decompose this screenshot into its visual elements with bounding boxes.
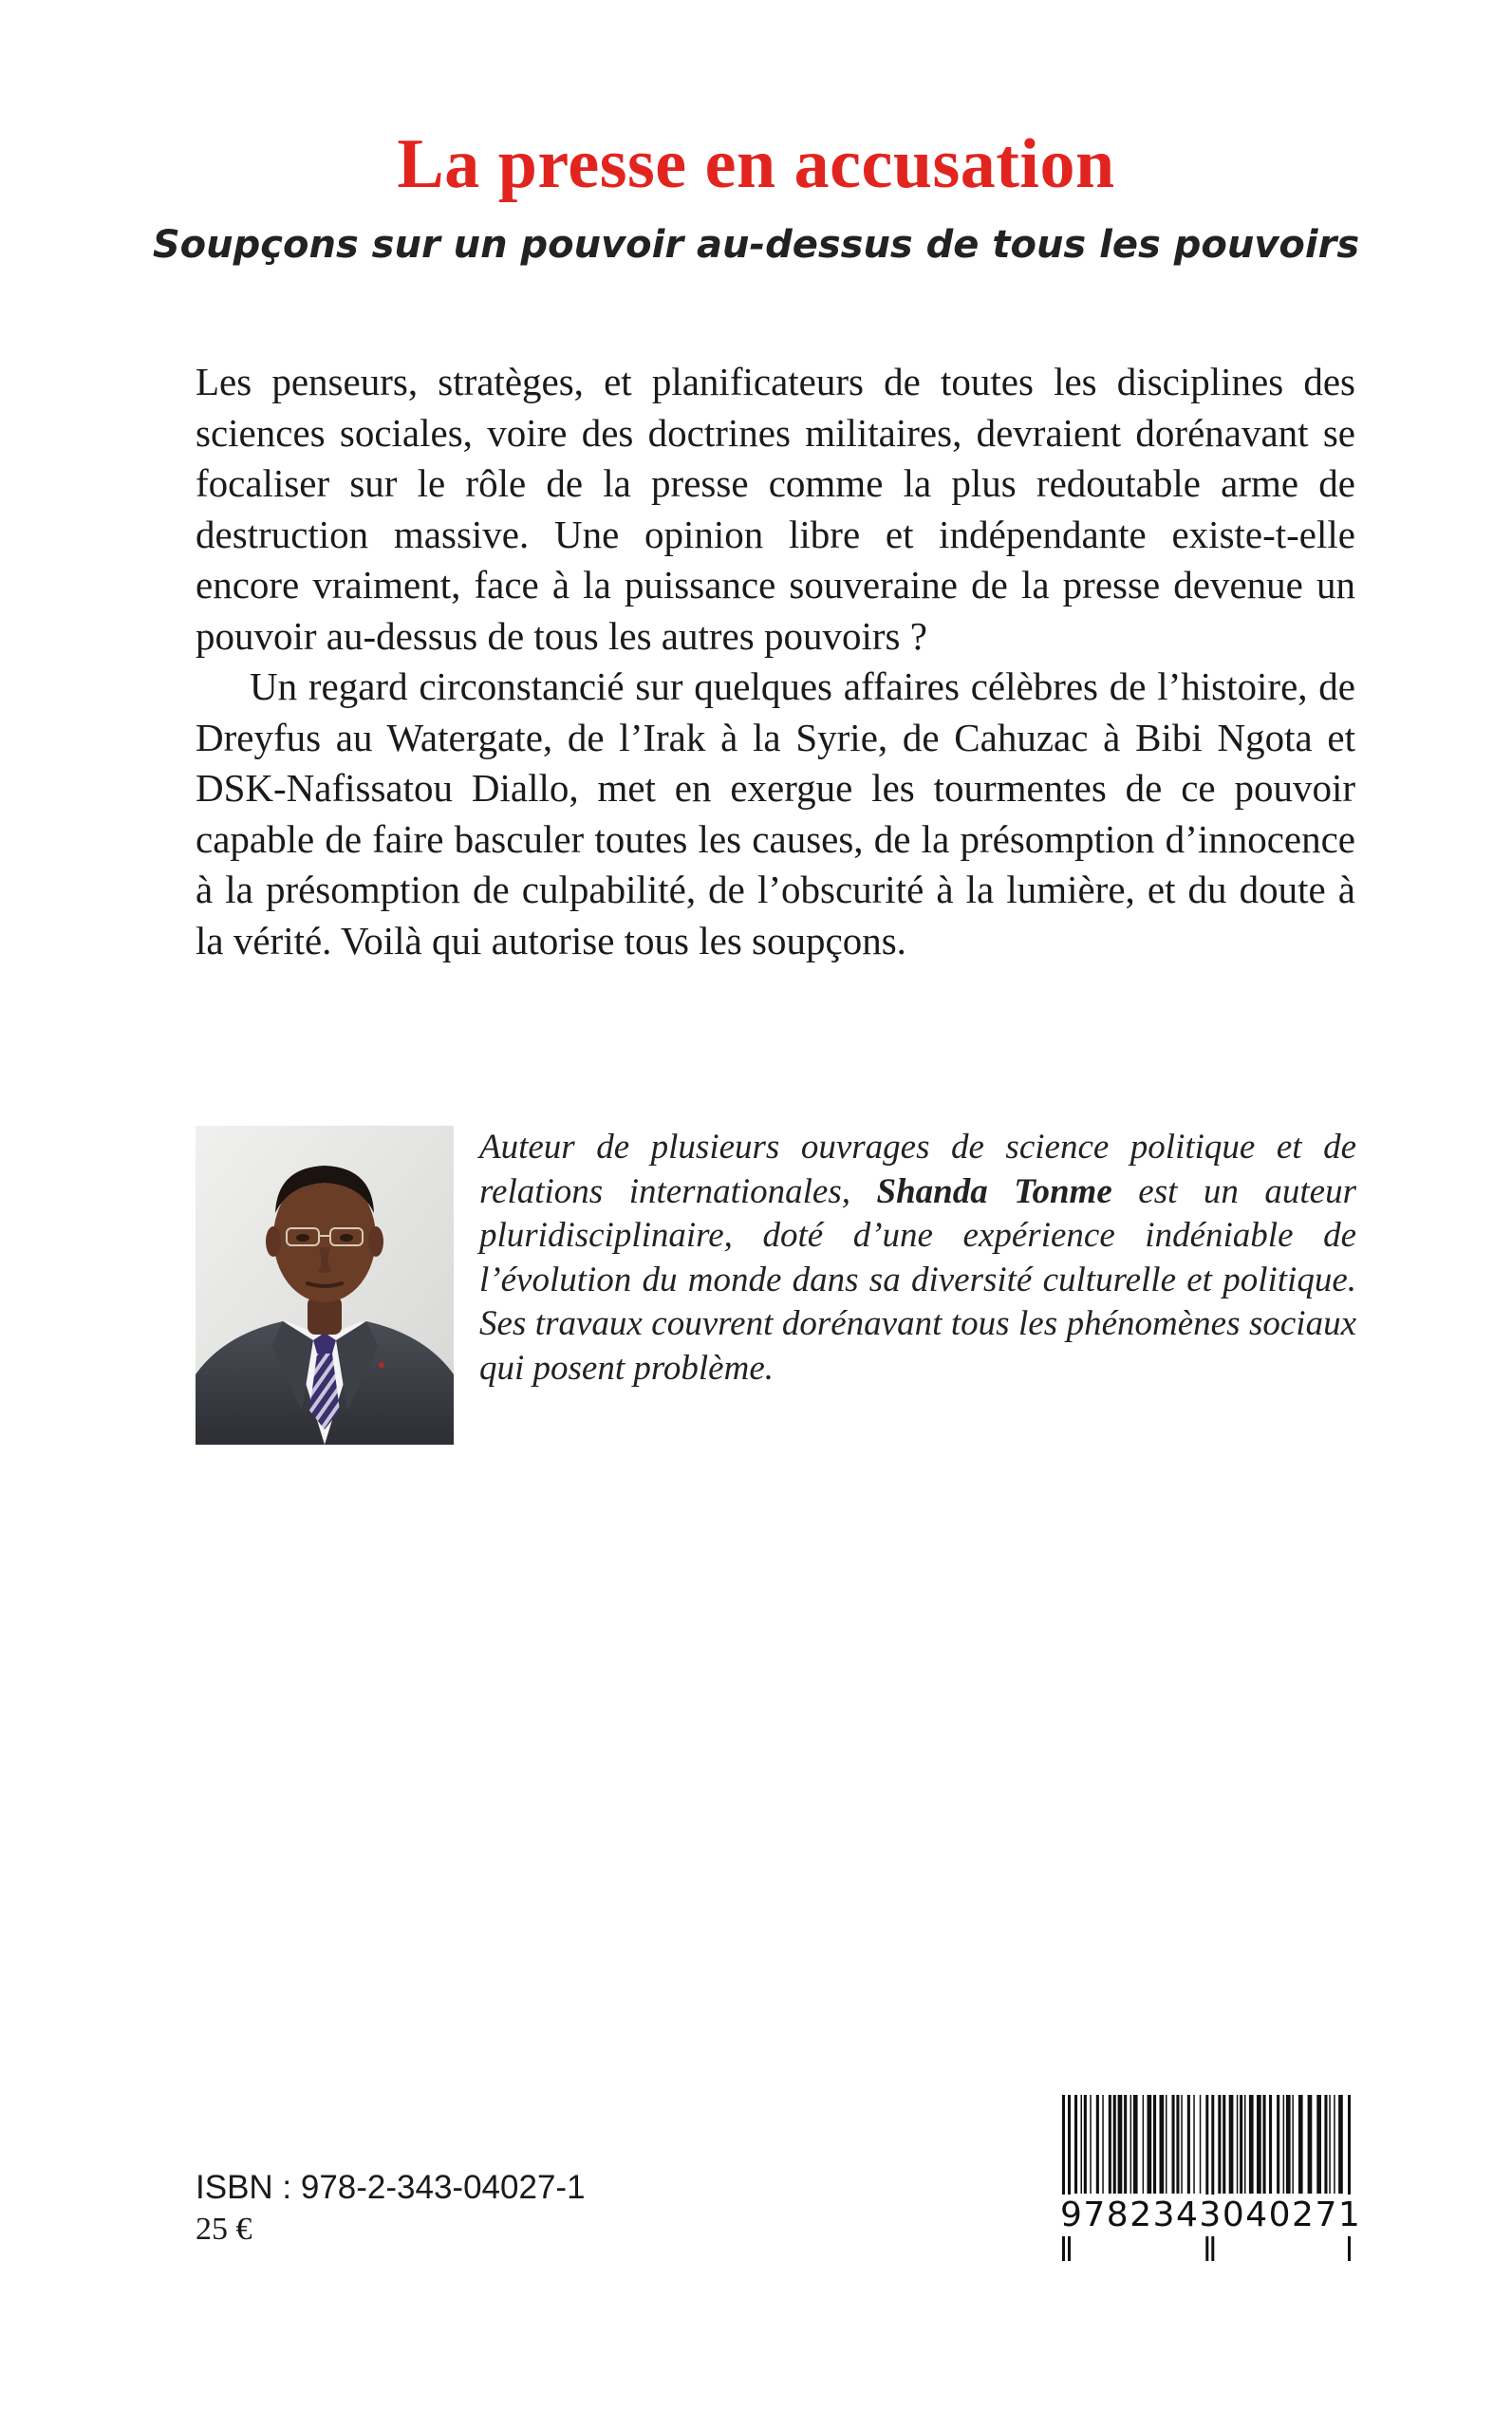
barcode-bar — [1240, 2095, 1242, 2194]
barcode-bar — [1324, 2095, 1327, 2194]
barcode-bar — [1133, 2095, 1138, 2194]
barcode-bar — [1166, 2095, 1167, 2194]
barcode-bar — [1113, 2095, 1116, 2194]
barcode-bar — [1096, 2095, 1099, 2194]
barcode-bar — [1081, 2095, 1083, 2194]
barcode-bar — [1218, 2095, 1221, 2194]
barcode-bar — [1334, 2095, 1335, 2194]
isbn-label: ISBN : 978-2-343-04027-1 — [196, 2169, 586, 2206]
price-label: 25 € — [196, 2212, 252, 2247]
summary-paragraph-1: Les penseurs, stratèges, et planificateurs de toutes les disciplines des sciences sociales, voire des doctrines militaires, devraient dorénavant se focaliser sur le rôle de la presse comme la plus redoutable arme de destruction massive. Une opinion libre et indépendante existe-t-elle encore vraiment, face à la puissance souveraine de la presse devenue un pouvoir au-dessus de tous les autres pouvoirs ? — [196, 360, 1355, 658]
barcode-bar — [1118, 2095, 1123, 2194]
barcode-bar — [1277, 2095, 1279, 2194]
barcode-bar — [1263, 2095, 1266, 2194]
barcode-bar — [1229, 2095, 1234, 2194]
barcode-bar — [1084, 2095, 1087, 2194]
barcode-bar — [1338, 2095, 1343, 2194]
barcode-bar — [1286, 2095, 1291, 2194]
author-bio-intro: Auteur de plusieurs ouvrages de science politique et de relations internationales, — [479, 1128, 1356, 1211]
barcode-bar — [1237, 2095, 1239, 2194]
barcode-bar — [1329, 2095, 1331, 2194]
author-name: Shanda Tonme — [876, 1171, 1112, 1211]
summary-paragraph-2: Un regard circonstancié sur quelques affaires célèbres de l’histoire, de Dreyfus au Watergate, de l’Irak à la Syrie, de Cahuzac à Bibi Ngota et DSK-Nafissatou Diallo, met en exergue les tourmentes de ce pouvoir capable de faire basculer toutes les causes, de la présomption d’innocence à la présomption de culpabilité, de l’obscurité à la lumière, et du doute à la vérité. Voilà qui autorise tous les soupçons. — [196, 664, 1355, 962]
barcode-bar — [1249, 2095, 1254, 2194]
author-photo — [196, 1126, 454, 1445]
barcode-bar — [1193, 2095, 1195, 2194]
barcode-bar — [1308, 2095, 1313, 2194]
barcode-bar — [1283, 2095, 1285, 2194]
barcode-bar — [1292, 2095, 1294, 2194]
barcode-bar — [1187, 2095, 1190, 2194]
barcode-bar — [1090, 2095, 1092, 2194]
book-summary — [196, 357, 1355, 966]
barcode-bar — [1172, 2095, 1175, 2194]
barcode-bar — [1223, 2095, 1225, 2194]
barcode-bar — [1124, 2095, 1127, 2194]
barcode-bar — [1109, 2095, 1111, 2194]
barcode-number: 9782343040271 — [1060, 2195, 1362, 2234]
barcode-bar — [1153, 2095, 1156, 2194]
barcode-bar — [1143, 2095, 1145, 2194]
barcode-bar — [1316, 2095, 1321, 2194]
barcode-bar — [1176, 2095, 1179, 2194]
barcode-bar — [1257, 2095, 1261, 2194]
barcode-bar — [1074, 2095, 1077, 2194]
barcode-bar — [1298, 2095, 1303, 2194]
book-title: La presse en accusation — [397, 125, 1115, 203]
barcode-bar — [1200, 2095, 1202, 2194]
barcode-bar — [1244, 2095, 1246, 2194]
barcode-bar — [1269, 2095, 1272, 2194]
barcode-bar — [1148, 2095, 1152, 2194]
barcode-bar — [1102, 2095, 1104, 2194]
barcode-bar — [1130, 2095, 1132, 2194]
author-bio — [479, 1126, 1356, 1391]
barcode-bar — [1181, 2095, 1183, 2194]
book-subtitle: Soupçons sur un pouvoir au-dessus de tous les pouvoirs — [152, 223, 1360, 267]
author-bio-rest: est un auteur pluridisciplinaire, doté d’une expérience indéniable de l’évolution du monde dans sa diversité culturelle et politique. Ses travaux couvrent dorénavant tous les phénomènes sociaux qui posent problème. — [479, 1171, 1356, 1388]
barcode-bar — [1160, 2095, 1165, 2194]
